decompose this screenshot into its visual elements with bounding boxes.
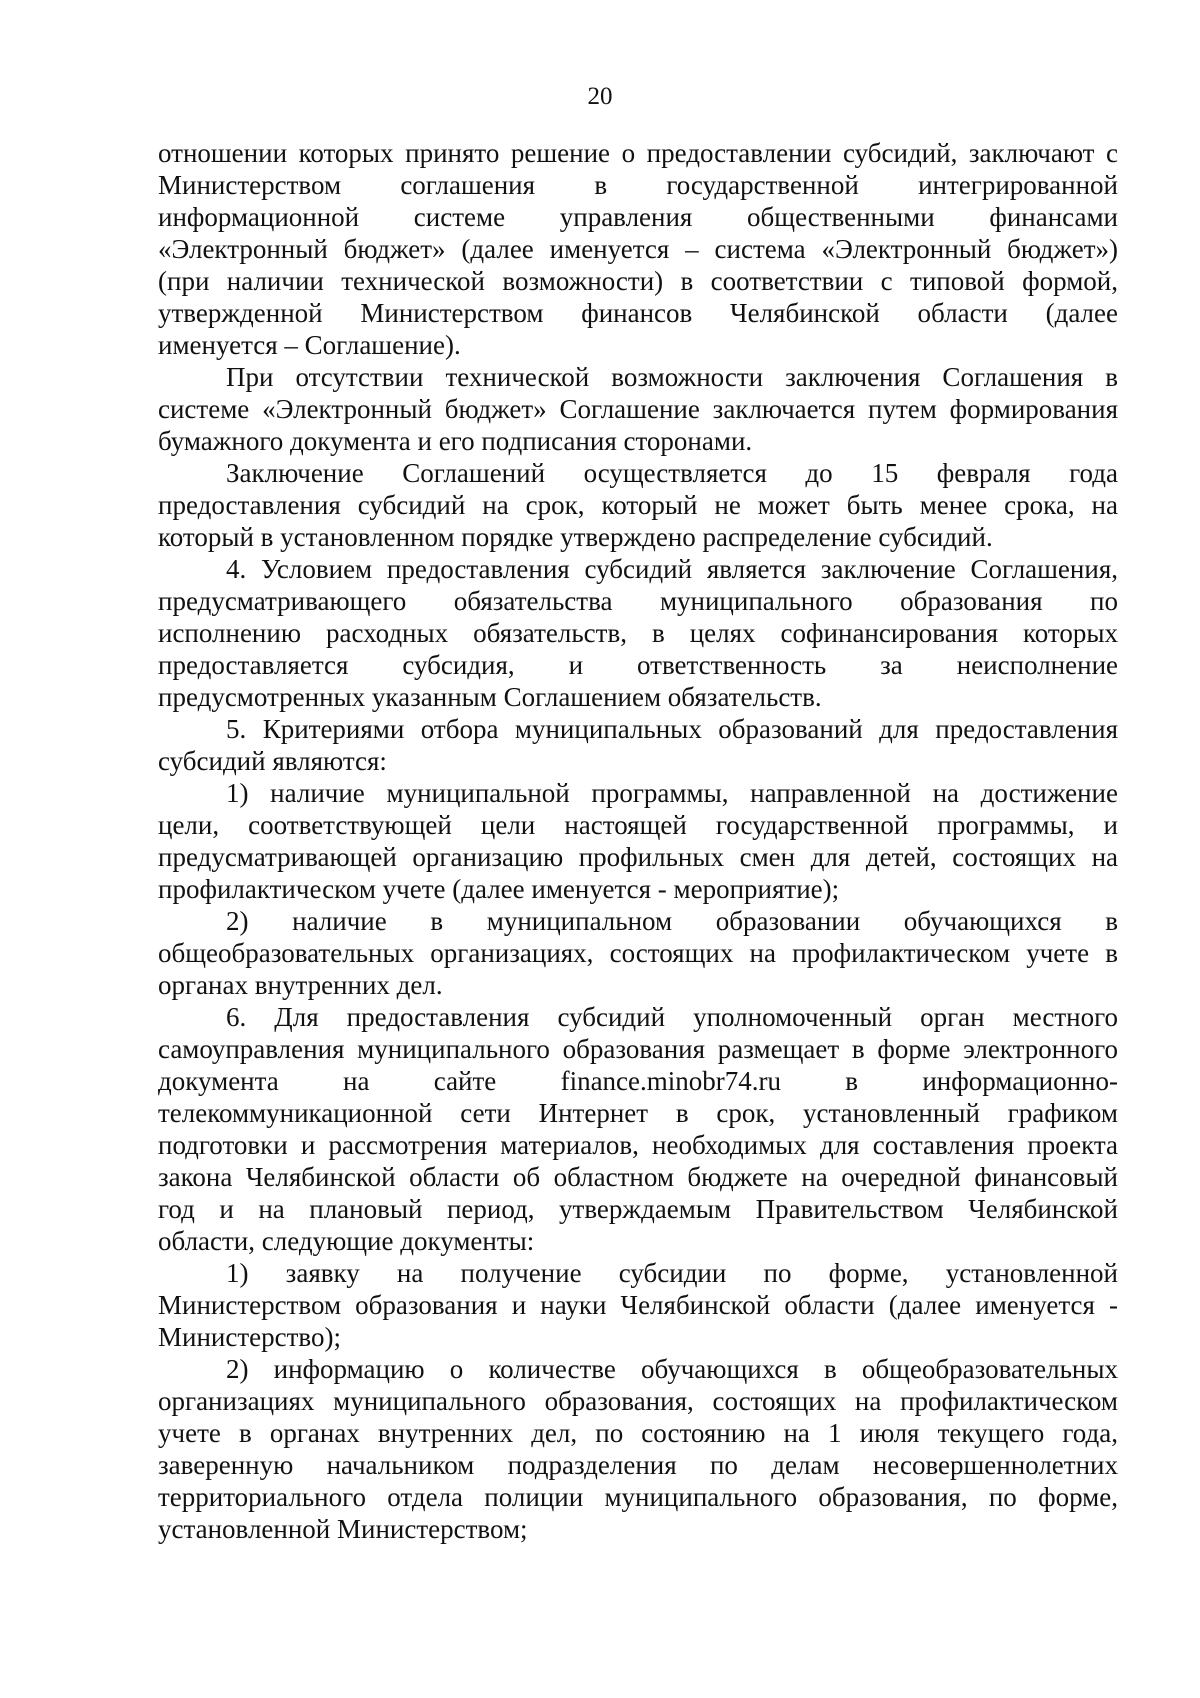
text-line: установленной Министерством; bbox=[158, 1514, 528, 1544]
text-line: «Электронный бюджет» (далее именуется – система «Электронный бюджет») bbox=[158, 234, 1118, 264]
text-line: именуется – Соглашение). bbox=[158, 330, 461, 360]
text-line: подготовки и рассмотрения материалов, необходимых для составления проекта bbox=[158, 1130, 1118, 1160]
text-line: предусмотренных указанным Соглашением обязательств. bbox=[158, 682, 822, 712]
text-line: органах внутренних дел. bbox=[158, 970, 443, 1000]
text-line: 2) информацию о количестве обучающихся в общеобразовательных bbox=[226, 1354, 1118, 1384]
text-line: Министерством соглашения в государственной интегрированной bbox=[158, 170, 1118, 200]
text-line: профилактическом учете (далее именуется - мероприятие); bbox=[158, 874, 840, 904]
text-line: Министерство); bbox=[158, 1322, 341, 1352]
text-line: общеобразовательных организациях, состоящих на профилактическом учете в bbox=[158, 938, 1118, 968]
text-line: 2) наличие в муниципальном образовании обучающихся в bbox=[226, 906, 1118, 936]
text-line: цели, соответствующей цели настоящей государственной программы, и bbox=[158, 810, 1118, 840]
text-line: год и на плановый период, утверждаемым Правительством Челябинской bbox=[158, 1194, 1118, 1224]
text-line: субсидий являются: bbox=[158, 746, 387, 776]
text-line: 1) заявку на получение субсидии по форме, установленной bbox=[226, 1258, 1118, 1288]
text-line: территориального отдела полиции муниципального образования, по форме, bbox=[158, 1482, 1118, 1512]
text-line: При отсутствии технической возможности заключения Соглашения в bbox=[226, 362, 1118, 392]
text-line: отношении которых принято решение о предоставлении субсидий, заключают с bbox=[158, 138, 1118, 168]
text-line: заверенную начальником подразделения по делам несовершеннолетних bbox=[158, 1450, 1118, 1480]
text-line: предоставления субсидий на срок, который не может быть менее срока, на bbox=[158, 490, 1118, 520]
text-line: Заключение Соглашений осуществляется до 15 февраля года bbox=[226, 458, 1118, 488]
text-line: 4. Условием предоставления субсидий является заключение Соглашения, bbox=[226, 554, 1118, 584]
text-line: Министерством образования и науки Челябинской области (далее именуется - bbox=[158, 1290, 1118, 1320]
text-line: 1) наличие муниципальной программы, направленной на достижение bbox=[226, 778, 1118, 808]
text-line: системе «Электронный бюджет» Соглашение заключается путем формирования bbox=[158, 394, 1118, 424]
text-line: 5. Критериями отбора муниципальных образований для предоставления bbox=[226, 714, 1118, 744]
text-line: предусматривающей организацию профильных смен для детей, состоящих на bbox=[158, 842, 1118, 872]
text-line: предусматривающего обязательства муниципального образования по bbox=[158, 586, 1118, 616]
text-line: учете в органах внутренних дел, по состоянию на 1 июля текущего года, bbox=[158, 1418, 1118, 1448]
text-line: самоуправления муниципального образования размещает в форме электронного bbox=[158, 1034, 1118, 1064]
text-line: закона Челябинской области об областном бюджете на очередной финансовый bbox=[158, 1162, 1118, 1192]
text-line: исполнению расходных обязательств, в целях софинансирования которых bbox=[158, 618, 1118, 648]
page-number: 20 bbox=[587, 83, 613, 110]
text-line: телекоммуникационной сети Интернет в срок, установленный графиком bbox=[158, 1098, 1118, 1128]
text-line: организациях муниципального образования, состоящих на профилактическом bbox=[158, 1386, 1118, 1416]
text-line: бумажного документа и его подписания сторонами. bbox=[158, 426, 753, 456]
text-line: утвержденной Министерством финансов Челябинской области (далее bbox=[158, 298, 1118, 328]
text-line: документа на сайте finance.minobr74.ru в информационно- bbox=[158, 1066, 1118, 1096]
text-line: (при наличии технической возможности) в соответствии с типовой формой, bbox=[158, 266, 1118, 296]
text-line: 6. Для предоставления субсидий уполномоченный орган местного bbox=[226, 1002, 1118, 1032]
text-line: информационной системе управления общественными финансами bbox=[158, 202, 1118, 232]
document-body bbox=[158, 137, 1118, 1545]
text-line: предоставляется субсидия, и ответственность за неисполнение bbox=[158, 650, 1118, 680]
text-line: который в установленном порядке утверждено распределение субсидий. bbox=[158, 522, 993, 552]
text-line: области, следующие документы: bbox=[158, 1226, 535, 1256]
